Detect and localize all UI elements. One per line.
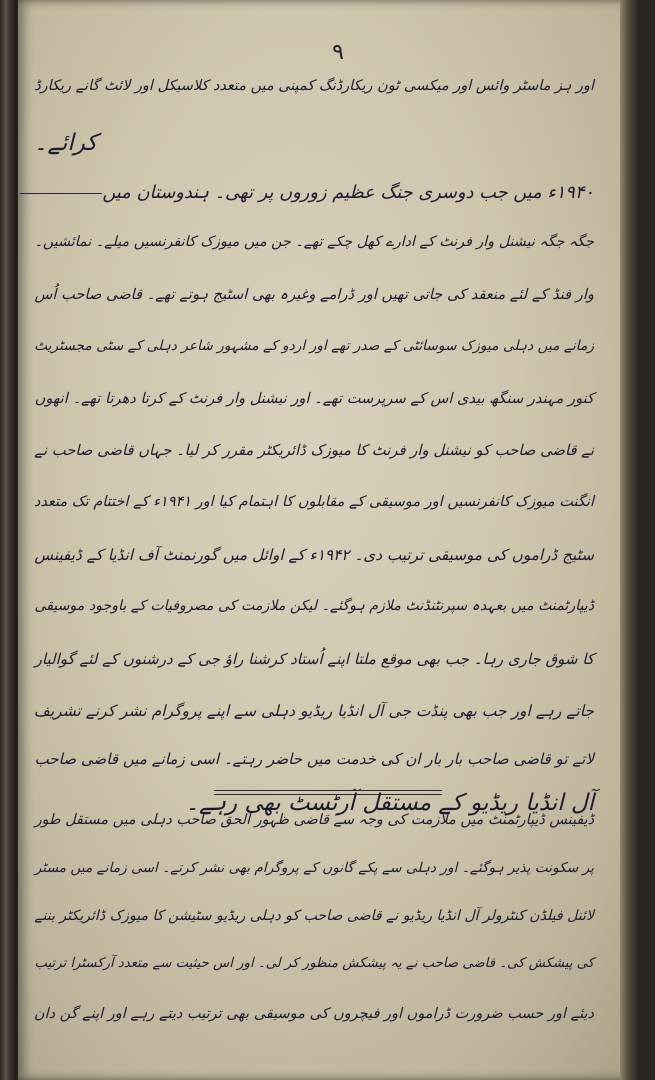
book-page xyxy=(18,0,638,1080)
text-line-content: ۱۹۴۰ء میں جب دوسری جنگ عظیم زوروں پر تھی۔ ہندوستان میں xyxy=(102,182,594,203)
page-edge-shadow xyxy=(620,0,638,1080)
text-line: لاتے تو قاضی صاحب بار بار ان کی خدمت میں حاضر رہتے۔ اسی زمانے میں قاضی صاحب xyxy=(34,750,594,768)
section-divider xyxy=(214,790,442,795)
text-line: زمانے میں دہلی میوزک سوسائٹی کے صدر تھے اور اردو کے مشہور شاعر دہلی کے سٹی مجسٹریٹ xyxy=(34,338,594,354)
text-line: ڈیفینس ڈیپارٹمنٹ میں ملازمت کی وجہ سے قاضی ظہور الحق صاحب دہلی میں مستقل طور xyxy=(34,812,594,828)
text-line: نے قاضی صاحب کو نیشنل وار فرنٹ کا میوزک ڈائریکٹر مقرر کر لیا۔ جہاں قاضی صاحب نے xyxy=(34,442,594,459)
text-line xyxy=(14,182,594,203)
leader-dash xyxy=(20,193,102,194)
text-line: کا شوق جاری رہا۔ جب بھی موقع ملتا اپنے اُستاد کرشنا راؤ جی کے درشنوں کے لئے گوالیار xyxy=(34,650,594,668)
text-line: سٹیج ڈراموں کی موسیقی ترتیب دی۔ ۱۹۴۲ء کے اوائل میں گورنمنٹ آف انڈیا کے ڈیفینس xyxy=(34,546,594,564)
text-line: انگنت میوزک کانفرنسیں اور موسیقی کے مقابلوں کا اہتمام کیا اور ۱۹۴۱ء کے اختتام تک متعدد xyxy=(33,494,594,510)
text-line: کنور مہندر سنگھ بیدی اس کے سرپرست تھے۔ اور نیشنل وار فرنٹ کے کرتا دھرتا تھے۔ انھوں xyxy=(34,390,594,407)
text-line: دیئے اور حسب ضرورت ڈراموں اور فیچروں کی موسیقی بھی ترتیب دیتے رہے اور اپنے گن دان xyxy=(33,1006,594,1022)
text-line: اور ہز ماسٹر وائس اور میکسی ٹون ریکارڈنگ کمپنی میں متعدد کلاسیکل اور لائٹ گانے ریکارڈ xyxy=(34,78,594,94)
text-line: وار فنڈ کے لئے منعقد کی جاتی تھیں اور ڈرامے وغیرہ بھی اسٹیج ہوتے تھے۔ قاضی صاحب اُس xyxy=(34,286,594,303)
text-line: جگہ جگہ نیشنل وار فرنٹ کے ادارے کھل چکے تھے۔ جن میں میوزک کانفرنسیں میلے۔ نمائشیں۔ xyxy=(34,234,594,250)
text-line: لائنل فیلڈن کنٹرولر آل انڈیا ریڈیو نے قاضی صاحب کو دہلی ریڈیو سٹیشن کا میوزک ڈائریکٹر بننے xyxy=(34,908,594,924)
text-line: ڈیپارٹمنٹ میں بعہدہ سپرنٹنڈنٹ ملازم ہوگئے۔ لیکن ملازمت کی مصروفیات کے باوجود موسیقی xyxy=(34,598,594,614)
text-line: پر سکونت پذیر ہوگئے۔ اور دہلی سے پکے گانوں کے پروگرام بھی نشر کرتے۔ اسی زمانے میں مسٹر xyxy=(34,860,594,876)
text-line: آل انڈیا ریڈیو کے مستقل آرٹسٹ بھی رہے۔ xyxy=(185,790,594,816)
text-line: کی پیشکش کی۔ قاضی صاحب نے یہ پیشکش منظور کر لی۔ اور اس حیثیت سے متعدد آرکسٹرا ترتیب xyxy=(34,956,594,971)
text-line: کرائے۔ xyxy=(34,130,98,156)
text-line: جاتے رہے اور جب بھی پنڈت جی آل انڈیا ریڈیو دہلی سے اپنے پروگرام نشر کرنے تشریف xyxy=(33,702,594,720)
page-number: ۹ xyxy=(332,40,344,65)
